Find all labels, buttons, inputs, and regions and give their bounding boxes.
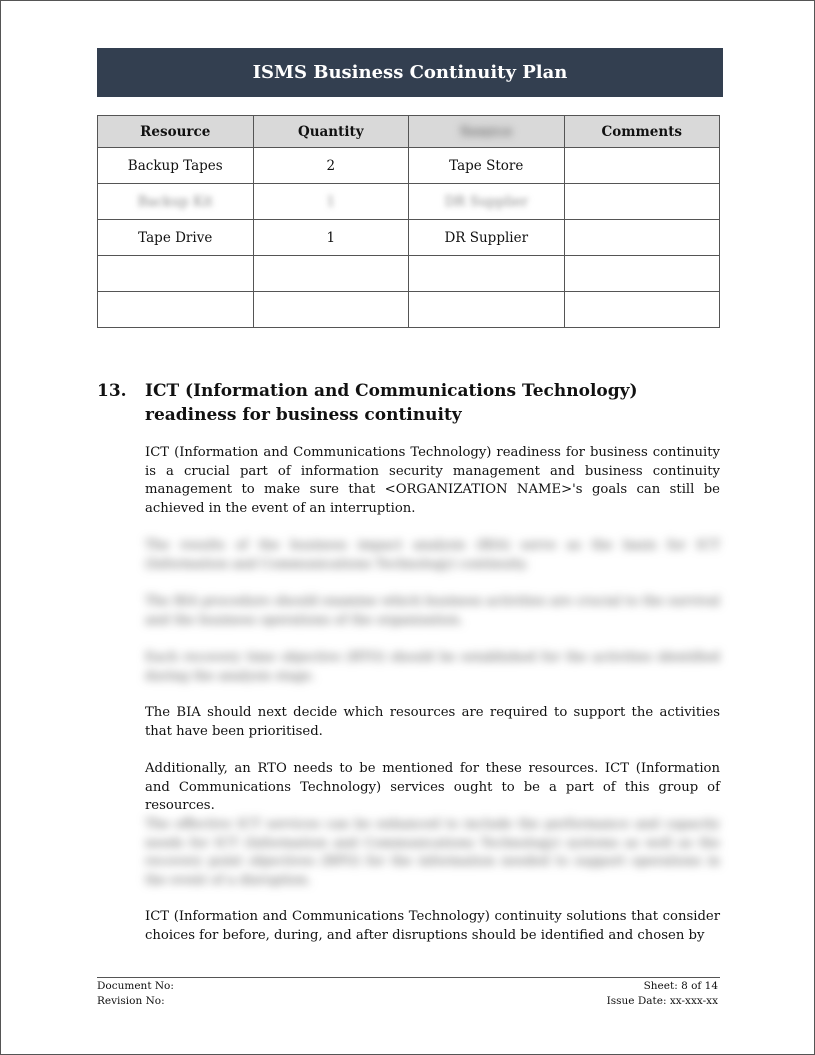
table-cell — [409, 256, 565, 292]
table-cell: Backup Kit — [98, 184, 254, 220]
table-cell: Backup Tapes — [98, 148, 254, 184]
table-cell — [98, 256, 254, 292]
table-cell: DR Supplier — [409, 184, 565, 220]
table-row — [98, 148, 720, 184]
table-cell — [564, 256, 720, 292]
table-cell: DR Supplier — [409, 220, 565, 256]
table-cell: Tape Store — [409, 148, 565, 184]
table-cell: 1 — [253, 184, 409, 220]
table-header-row — [98, 116, 720, 148]
footer-revision-no: Revision No: — [97, 995, 165, 1007]
paragraph: The BIA should next decide which resources are required to support the activities that have been prioritised. — [145, 705, 720, 739]
header-comments: Comments — [564, 116, 720, 148]
table-cell — [98, 292, 254, 328]
table-cell: Tape Drive — [98, 220, 254, 256]
table-cell — [564, 148, 720, 184]
table-cell — [564, 220, 720, 256]
table-cell — [253, 292, 409, 328]
table-cell — [253, 256, 409, 292]
blurred-paragraph: The effective ICT services can be enhanced to include the performance and capacity needs for ICT (Information and Communications Technology) systems as well as the recovery point objectives (RPO) for the information needed to support operations in the event of a disruption. — [145, 817, 720, 888]
document-title-banner — [97, 48, 723, 97]
blurred-paragraph: Each recovery time objective (RTO) should be established for the activities identified during the analysis stage. — [145, 650, 720, 684]
footer-document-no: Document No: — [97, 980, 174, 992]
table-cell: 1 — [253, 220, 409, 256]
table-cell — [564, 184, 720, 220]
footer-issue-date: Issue Date: xx-xxx-xx — [606, 995, 718, 1007]
table-row — [98, 292, 720, 328]
table-cell: 2 — [253, 148, 409, 184]
document-title: ISMS Business Continuity Plan — [252, 62, 568, 83]
paragraph: ICT (Information and Communications Technology) continuity solutions that consider choices for before, during, and after disruptions should be identified and chosen by — [145, 909, 720, 943]
table-row — [98, 220, 720, 256]
footer-divider — [97, 977, 720, 978]
section-number: 13. — [97, 381, 127, 401]
header-source: Source — [409, 116, 565, 148]
blurred-paragraph: The results of the business impact analysis (BIA) serve as the basis for ICT (Information and Communications Technology) continuity. — [145, 538, 720, 572]
table-cell — [409, 292, 565, 328]
paragraph: ICT (Information and Communications Technology) readiness for business continuity is a crucial part of information security management and business continuity management to make sure that <ORGANIZATION NAME>'s goals can still be achieved in the event of an interruption. — [145, 445, 720, 516]
section-title: ICT (Information and Communications Technology) readiness for business continuity — [145, 381, 638, 425]
footer-sheet: Sheet: 8 of 14 — [643, 980, 718, 992]
paragraph: Additionally, an RTO needs to be mentioned for these resources. ICT (Information and Communications Technology) services ought to be a part of this group of resources. — [145, 761, 720, 814]
header-resource: Resource — [98, 116, 254, 148]
resource-table — [97, 115, 720, 328]
header-quantity: Quantity — [253, 116, 409, 148]
table-row — [98, 256, 720, 292]
blurred-paragraph: The BIA procedure should examine which business activities are crucial to the survival and the business operations of the organisation. — [145, 594, 720, 628]
table-row — [98, 184, 720, 220]
table-cell — [564, 292, 720, 328]
